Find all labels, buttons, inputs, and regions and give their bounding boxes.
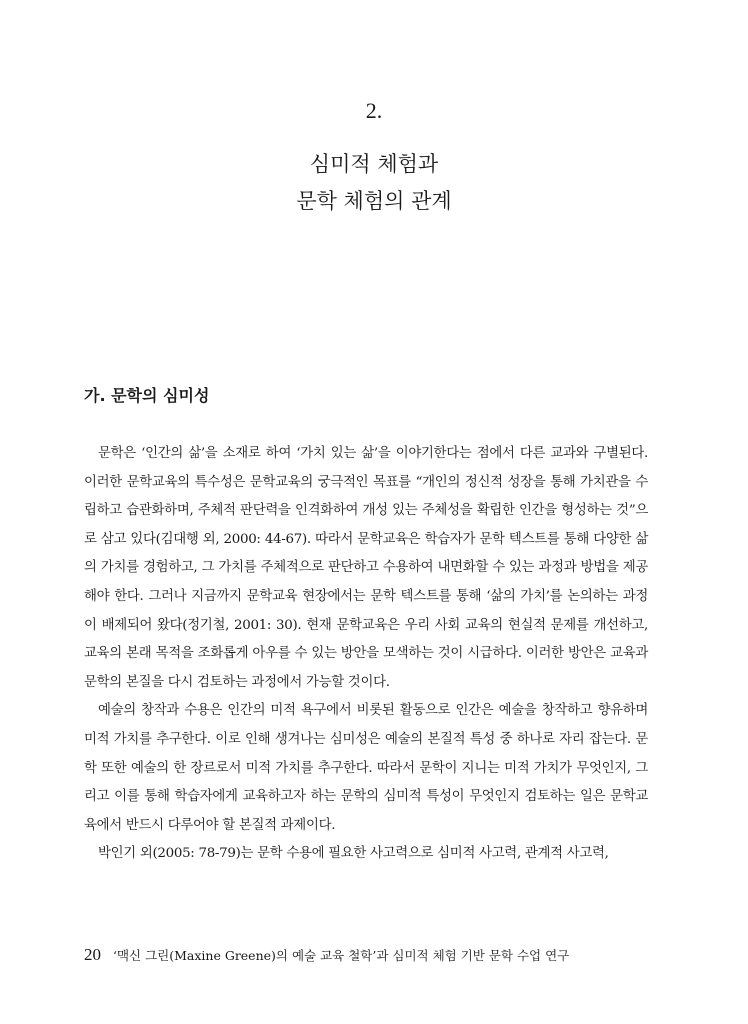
chapter-title xyxy=(0,146,748,220)
chapter-number: 2. xyxy=(365,98,383,123)
paragraph-1: 문학은 ‘인간의 삶’을 소재로 하여 ‘가치 있는 삶’을 이야기한다는 점에서 다른 교과와 구별된다. 이러한 문학교육의 특수성은 문학교육의 궁극적인 목표를 “개인의 정신적 성장을 통해 가치관을 수립하고 습관화하며, 주체적 판단력을 인격화하여 개성 있는 주체성을 확립한 인간을 형성하는 것”으로 삼고 있다(김대행 외, 2000: 44-67). 따라서 문학교육은 학습자가 문학 텍스트를 통해 다양한 삶의 가치를 경험하고, 그 가치를 주체적으로 판단하고 수용하여 내면화할 수 있는 과정과 방법을 제공해야 한다. 그러나 지금까지 문학교육 현장에서는 문학 텍스트를 통해 ‘삶의 가치’를 논의하는 과정이 배제되어 왔다(정기철, 2001: 30). 현재 문학교육은 우리 사회 교육의 현실적 문제를 개선하고, 교육의 본래 목적을 조화롭게 아우를 수 있는 방안을 모색하는 것이 시급하다. 이러한 방안은 교육과 문학의 본질을 다시 검토하는 과정에서 가능할 것이다. xyxy=(84,446,649,690)
running-title: ‘맥신 그린(Maxine Greene)의 예술 교육 철학’과 심미적 체험 기반 문학 수업 연구 xyxy=(112,948,570,963)
page-number: 20 xyxy=(84,945,101,964)
paragraph-2: 예술의 창작과 수용은 인간의 미적 욕구에서 비롯된 활동으로 인간은 예술을 창작하고 향유하며 미적 가치를 추구한다. 이로 인해 생겨나는 심미성은 예술의 본질적 특성 중 하나로 자리 잡는다. 문학 또한 예술의 한 장르로서 미적 가치를 추구한다. 따라서 문학이 지니는 미적 가치가 무엇인지, 그리고 이를 통해 학습자에게 교육하고자 하는 문학의 심미적 특성이 무엇인지 검토하는 일은 문학교육에서 반드시 다루어야 할 본질적 과제이다. xyxy=(84,703,648,833)
section-heading: 가. 문학의 심미성 xyxy=(84,386,210,405)
chapter-title-line-1: 심미적 체험과 xyxy=(309,152,439,176)
page-footer xyxy=(84,945,684,965)
body-text xyxy=(84,440,648,869)
chapter-title-line-2: 문학 체험의 관계 xyxy=(296,189,452,213)
paragraph-3: 박인기 외(2005: 78-79)는 문학 수용에 필요한 사고력으로 심미적 사고력, 관계적 사고력, xyxy=(98,846,609,862)
